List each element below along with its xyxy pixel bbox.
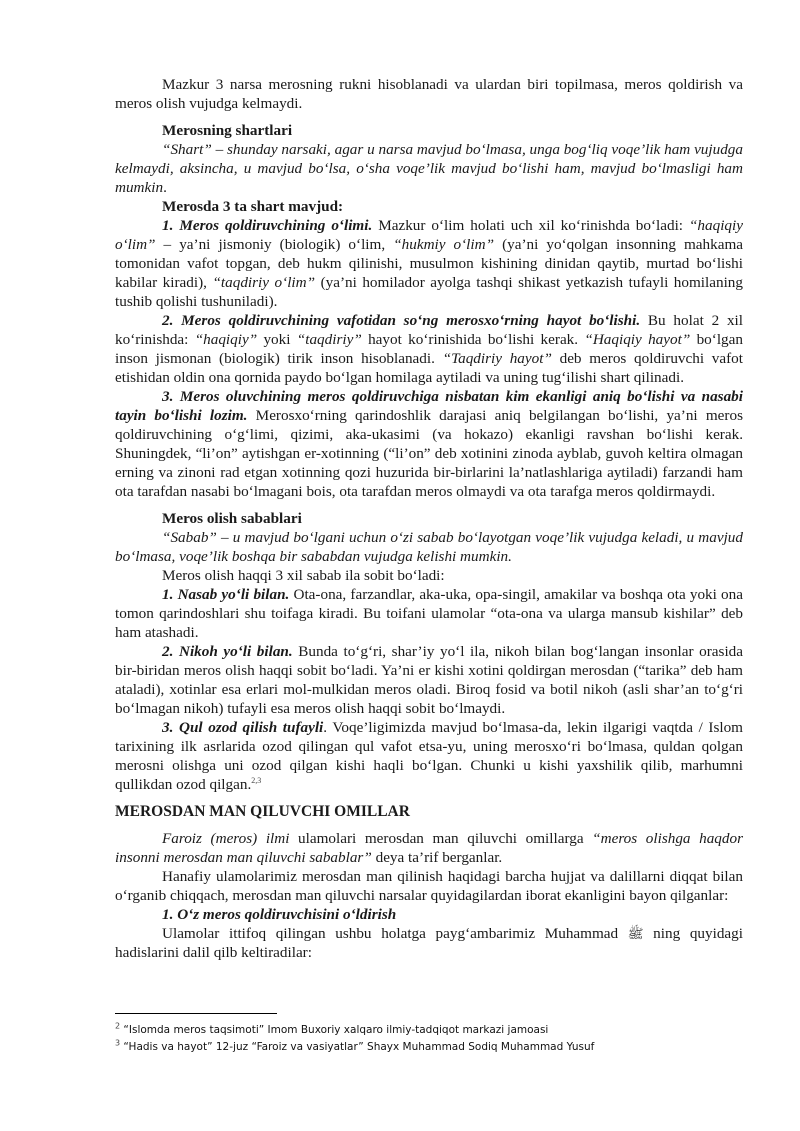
pbuh-symbol: ﷺ <box>627 926 644 941</box>
document-body <box>115 75 743 962</box>
shart-definition-text: “Shart” – shunday narsaki, agar u narsa mavjud boʻlmasa, unga bogʻliq voqe’lik ham vujudga kelmaydi, aksincha, u mavjud boʻlsa, oʻsha voqe’lik mavjud boʻlishi ham, mavjud boʻlmasligi ham mumkin <box>115 141 743 196</box>
omillar-text-b: deya ta’rif berganlar. <box>371 849 503 866</box>
condition-1-text-a: Mazkur oʻlim holati uch xil koʻrinishda boʻladi: <box>372 217 689 234</box>
subheading-oldirish: 1. Oʻz meros qoldiruvchisini oʻldirish <box>162 906 397 923</box>
condition-2-text-b: yoki <box>257 331 297 348</box>
condition-1-text-d: (ya’ni homilador ayolga tashqi shikast yetkazish tufayli homilaning tushib qolishi tushuniladi). <box>115 274 743 310</box>
sabab-definition: “Sabab” – u mavjud boʻlgani uchun oʻzi sabab boʻlayotgan voqe’lik vujudga keladi, u mavjud boʻlmasa, voqe’lik boshqa bir sababdan vujudga kelishi mumkin. <box>115 529 743 565</box>
footnote-reference[interactable]: 2,3 <box>251 775 262 785</box>
condition-1-text-b: – ya’ni jismoniy (biologik) oʻlim, <box>155 236 394 253</box>
condition-1-term-c: “taqdiriy oʻlim” <box>212 274 316 291</box>
reason-3-text: . Voqe’ligimizda mavjud boʻlmasa-da, lekin ilgarigi vaqtda / Islom tarixining ilk asrlarida ozod qilingan qul vafot etsa-yu, uning merosxoʻri boʻlmasa, quldan qolgan merosni olishga uni ozod qilgan kishi haqli boʻlgan. Chunki u kishi yaxshilik qilib, marhumni qullikdan ozod qilgan. <box>115 719 743 793</box>
footnote-divider <box>115 1013 277 1014</box>
footnote-2-text: “Islomda meros taqsimoti” Imom Buxoriy xalqaro ilmiy-tadqiqot markazi jamoasi <box>120 1024 549 1036</box>
condition-1-term-b: “hukmiy oʻlim” <box>393 236 495 253</box>
footnote-2-number: 2 <box>115 1021 121 1031</box>
condition-2-term-d: “Taqdiriy hayot” <box>442 350 552 367</box>
condition-2-text-e: deb meros qoldiruvchi vafot etishidan oldin ona qornida paydo boʻlgan homilaga aytiladi va uning tugʻilishi shart qilinadi. <box>115 350 743 386</box>
reason-1-title: 1. Nasab yoʻli bilan. <box>162 586 290 603</box>
condition-2-term-a: “haqiqiy” <box>194 331 258 348</box>
intro-paragraph: Mazkur 3 narsa merosning rukni hisoblanadi va ulardan biri topilmasa, meros qoldirish va meros olish vujudga kelmaydi. <box>115 76 743 112</box>
condition-2-text-d: boʻlgan inson jismonan (biologik) tirik inson hisoblanadi. <box>115 331 743 367</box>
hanafiy-paragraph: Hanafiy ulamolarimiz merosdan man qilinish haqidagi barcha hujjat va dalillarni diqqat bilan oʻrganib chiqqach, merosdan man qiluvchi narsalar quyidagilardan iborat ekanligini bayon qilganlar: <box>115 868 743 904</box>
reason-2-paragraph <box>115 642 743 718</box>
condition-3-paragraph <box>115 387 743 501</box>
condition-3-text: Merosxoʻrning qarindoshlik darajasi aniq belgilangan boʻlishi, ya’ni meros qoldiruvchining oʻgʻlimi, qizimi, aka-ukasimi (va hokazo) ekanligi ravshan boʻlishi kerak. Shuningdek, “li’on” aytishgan er-xotinning (“li’on” deb xotinini zinoda ayblab, guvoh keltira olmagan erning va zinoni rad etgan xotinning qozi huzurida bir-birlarini la’natlashlariga aytiladi) farzandi ham ota tarafdan nasabi boʻlmagani bois, ota tarafdan meros olmaydi va ota tarafga meros qoldirmaydi. <box>115 407 743 500</box>
footnote-3 <box>115 1039 743 1056</box>
hadis-intro <box>115 924 743 962</box>
omillar-term-a: Faroiz (meros) ilmi <box>162 830 290 847</box>
omillar-term-b: “meros olishga haqdor insonni merosdan man qiluvchi sabablar” <box>115 830 743 866</box>
heading-meros-shartlari: Merosning shartlari <box>162 122 293 139</box>
condition-1-paragraph <box>115 216 743 311</box>
condition-2-text-c: hayot koʻrinishida boʻlishi kerak. <box>361 331 585 348</box>
reason-1-paragraph <box>115 585 743 642</box>
reason-2-text: Bunda toʻgʻri, shar’iy yoʻl ila, nikoh bilan bogʻlangan insonlar orasida bir-biridan meros olish haqqi sobit boʻladi. Ya’ni er kishi xotini qoldirgan merosdan (“tarika” deb ham ataladi), xotinlar esa erlari mol-mulkidan meros oladi. Biroq fosid va botil nikoh (asli shar’an toʻgʻri boʻlmagan nikoh) tufayli esa meros olish haqqi sobit boʻlmaydi. <box>115 643 743 717</box>
footnotes <box>115 1013 743 1056</box>
hadis-intro-text-b: ning quyidagi hadislarini dalil qilb keltiradilar: <box>115 925 743 961</box>
shart-definition-period: . <box>163 179 167 196</box>
condition-2-term-c: “Haqiqiy hayot” <box>584 331 691 348</box>
section-title: MEROSDAN MAN QILUVCHI OMILLAR <box>115 803 410 820</box>
condition-3-title: 3. Meros oluvchining meros qoldiruvchiga nisbatan kim ekanligi aniq boʻlishi va nasabi tayin boʻlishi lozim. <box>115 388 743 424</box>
condition-2-title: 2. Meros qoldiruvchining vafotidan soʻng merosxoʻrning hayot boʻlishi. <box>162 312 641 329</box>
condition-1-text-c: (ya’ni yoʻqolgan insonning mahkama tomonidan vafot topgan, deb hukm qilinishi, musulmon kishining dinidan qaytib, murtad boʻlishi kabilar kiradi), <box>115 236 744 291</box>
footnote-3-text: “Hadis va hayot” 12-juz “Faroiz va vasiyatlar” Shayx Muhammad Sodiq Muhammad Yusuf <box>120 1041 595 1053</box>
heading-3-shart: Merosda 3 ta shart mavjud: <box>162 198 344 215</box>
shart-definition <box>115 140 743 197</box>
reason-2-title: 2. Nikoh yoʻli bilan. <box>162 643 293 660</box>
footnote-2 <box>115 1022 743 1039</box>
omillar-text-a: ulamolari merosdan man qiluvchi omillarga <box>289 830 593 847</box>
condition-2-term-b: “taqdiriy” <box>296 331 362 348</box>
reason-1-text: Ota-ona, farzandlar, aka-uka, opa-singil, amakilar va boshqa ota yoki ona tomon qarindoshlari shu toifaga kiradi. Bu toifani ulamolar “ota-ona va ularga mansub kishilar” deb ham atashadi. <box>115 586 743 641</box>
heading-meros-olish-sabablari: Meros olish sabablari <box>162 510 302 527</box>
condition-1-title: 1. Meros qoldiruvchining oʻlimi. <box>162 217 373 234</box>
reason-3-title: 3. Qul ozod qilish tufayli <box>162 719 324 736</box>
omillar-definition <box>115 829 743 867</box>
condition-2-text-a: Bu holat 2 xil koʻrinishda: <box>115 312 743 348</box>
footnote-3-number: 3 <box>115 1038 121 1048</box>
condition-1-term-a: “haqiqiy oʻlim” <box>115 217 743 253</box>
hadis-intro-text-a: Ulamolar ittifoq qilingan ushbu holatga paygʻambarimiz Muhammad <box>162 925 628 942</box>
condition-2-paragraph <box>115 311 743 387</box>
reason-3-paragraph <box>115 718 743 794</box>
sabab-intro: Meros olish haqqi 3 xil sabab ila sobit boʻladi: <box>162 567 445 584</box>
